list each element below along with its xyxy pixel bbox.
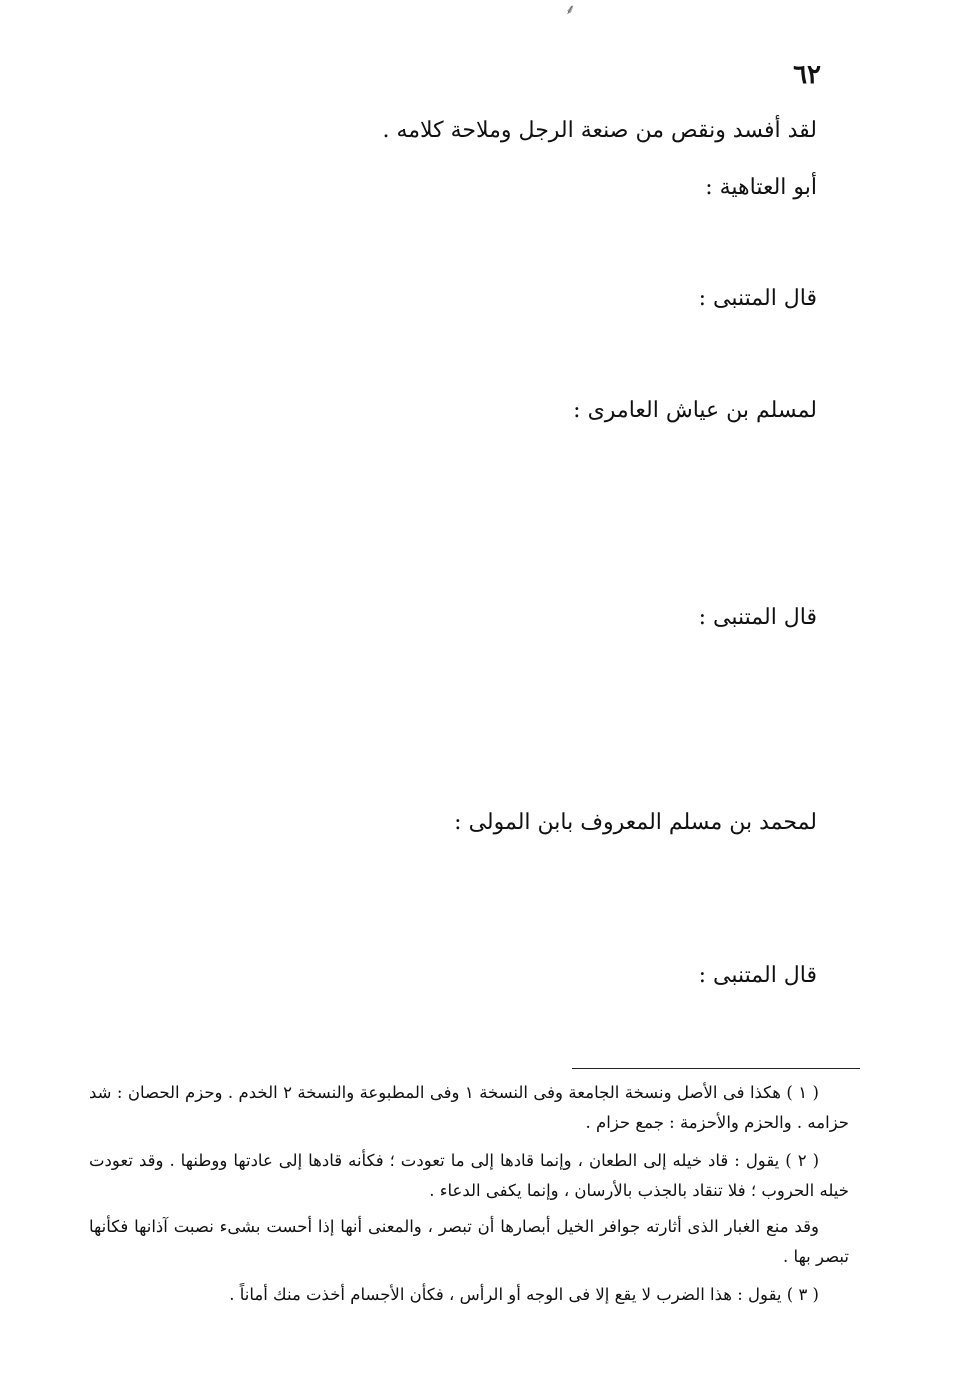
section-heading: لمسلم بن عياش العامرى : xyxy=(573,398,817,423)
footnote-1 xyxy=(89,1078,849,1138)
section-heading: لمحمد بن مسلم المعروف بابن المولى : xyxy=(454,810,817,835)
footnote-text: ( ٣ ) يقول : هذا الضرب لا يقع إلا فى الوجه أو الرأس ، فكأن الأجسام أخذت منك أماناً . xyxy=(229,1285,819,1304)
footnote-divider xyxy=(572,1068,860,1069)
page-number: ٦٢ xyxy=(793,60,821,90)
footnote-text: ( ١ ) هكذا فى الأصل ونسخة الجامعة وفى النسخة ١ وفى المطبوعة والنسخة ٢ الخدم . وحزم الحصان : شد حزامه . والحزم والأحزمة : جمع حزام . xyxy=(89,1083,849,1132)
section-heading: قال المتنبى : xyxy=(698,286,817,311)
ink-mark: ⸙ xyxy=(565,2,576,18)
intro-line: لقد أفسد ونقص من صنعة الرجل وملاحة كلامه . xyxy=(382,118,817,143)
footnote-2 xyxy=(89,1146,849,1206)
section-heading: أبو العتاهية : xyxy=(705,175,817,200)
section-heading: قال المتنبى : xyxy=(698,605,817,630)
footnote-2-continued xyxy=(89,1212,849,1272)
footnote-text: ( ٢ ) يقول : قاد خيله إلى الطعان ، وإنما قادها إلى ما تعودت ؛ فكأنه قادها إلى عادتها ووطنها . وقد تعودت خيله الحروب ؛ فلا تنقاد بالجذب بالأرسان ، وإنما يكفى الدعاء . xyxy=(89,1151,849,1200)
footnote-text: وقد منع الغبار الذى أثارته جوافر الخيل أبصارها أن تبصر ، والمعنى أنها إذا أحست بشىء نصبت آذانها فكأنها تبصر بها . xyxy=(89,1217,849,1266)
footnote-3 xyxy=(89,1280,849,1310)
section-heading: قال المتنبى : xyxy=(698,963,817,988)
